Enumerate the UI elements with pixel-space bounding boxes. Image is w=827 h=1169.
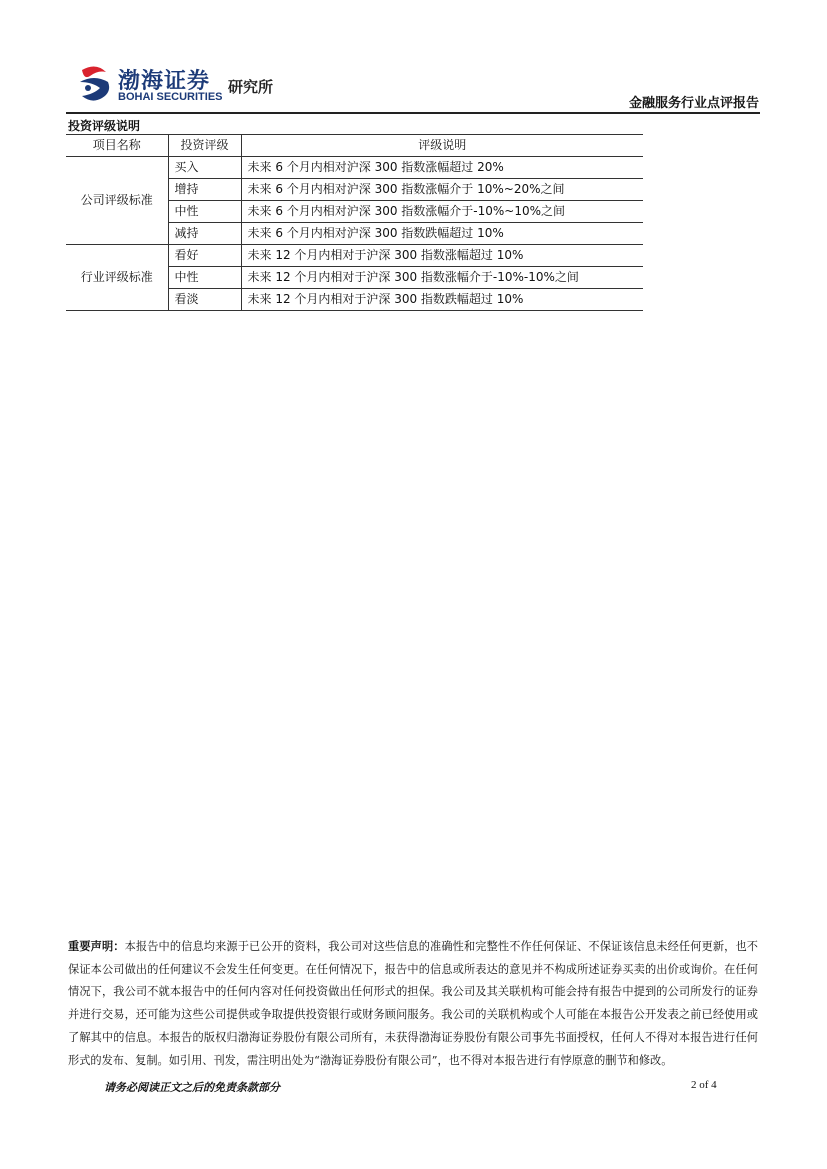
header-description: 评级说明 [241, 135, 643, 157]
header-rating: 投资评级 [168, 135, 241, 157]
description-cell: 未来 6 个月内相对沪深 300 指数涨幅超过 20% [241, 157, 643, 179]
header-category: 项目名称 [66, 135, 168, 157]
rating-cell: 买入 [168, 157, 241, 179]
category-company: 公司评级标准 [66, 157, 168, 245]
logo-english-name: BOHAI SECURITIES [118, 91, 223, 103]
header-divider [66, 112, 760, 114]
table-row [66, 245, 643, 267]
rating-table [66, 134, 643, 311]
description-cell: 未来 6 个月内相对沪深 300 指数涨幅介于 10%~20%之间 [241, 179, 643, 201]
disclaimer-label: 重要声明： [68, 939, 125, 953]
rating-cell: 看淡 [168, 289, 241, 311]
description-cell: 未来 6 个月内相对沪深 300 指数跌幅超过 10% [241, 223, 643, 245]
rating-cell: 增持 [168, 179, 241, 201]
rating-cell: 减持 [168, 223, 241, 245]
rating-cell: 中性 [168, 201, 241, 223]
disclaimer-text: 本报告中的信息均来源于已公开的资料，我公司对这些信息的准确性和完整性不作任何保证、不保证该信息未经任何更新，也不保证本公司做出的任何建议不会发生任何变更。在任何情况下，报告中的信息或所表达的意见并不构成所述证券买卖的出价或询价。在任何情况下，我公司不就本报告中的任何内容对任何投资做出任何形式的担保。我公司及其关联机构可能会持有报告中提到的公司所发行的证券并进行交易，还可能为这些公司提供或争取提供投资银行或财务顾问服务。我公司的关联机构或个人可能在本报告公开发表之前已经使用或了解其中的信息。本报告的版权归渤海证券股份有限公司所有，未获得渤海证券股份有限公司事先书面授权，任何人不得对本报告进行任何形式的发布、复制。如引用、刊发，需注明出处为“渤海证券股份有限公司”，也不得对本报告进行有悖原意的删节和修改。 [68, 940, 758, 1067]
description-cell: 未来 12 个月内相对于沪深 300 指数涨幅介于-10%-10%之间 [241, 267, 643, 289]
company-logo [78, 64, 298, 108]
rating-cell: 看好 [168, 245, 241, 267]
section-title: 投资评级说明 [68, 119, 141, 133]
table-header-row [66, 135, 643, 157]
bohai-logo-icon [78, 64, 114, 104]
category-industry: 行业评级标准 [66, 245, 168, 311]
description-cell: 未来 12 个月内相对于沪深 300 指数涨幅超过 10% [241, 245, 643, 267]
description-cell: 未来 6 个月内相对沪深 300 指数涨幅介于-10%~10%之间 [241, 201, 643, 223]
page-number: 2 of 4 [691, 1079, 717, 1091]
institute-label: 研究所 [228, 78, 274, 96]
rating-cell: 中性 [168, 267, 241, 289]
description-cell: 未来 12 个月内相对于沪深 300 指数跌幅超过 10% [241, 289, 643, 311]
report-type-title: 金融服务行业点评报告 [628, 96, 759, 111]
table-row [66, 157, 643, 179]
disclaimer [68, 935, 758, 1072]
logo-chinese-name: 渤海证券 [118, 69, 211, 94]
footer-note: 请务必阅读正文之后的免责条款部分 [104, 1081, 280, 1094]
